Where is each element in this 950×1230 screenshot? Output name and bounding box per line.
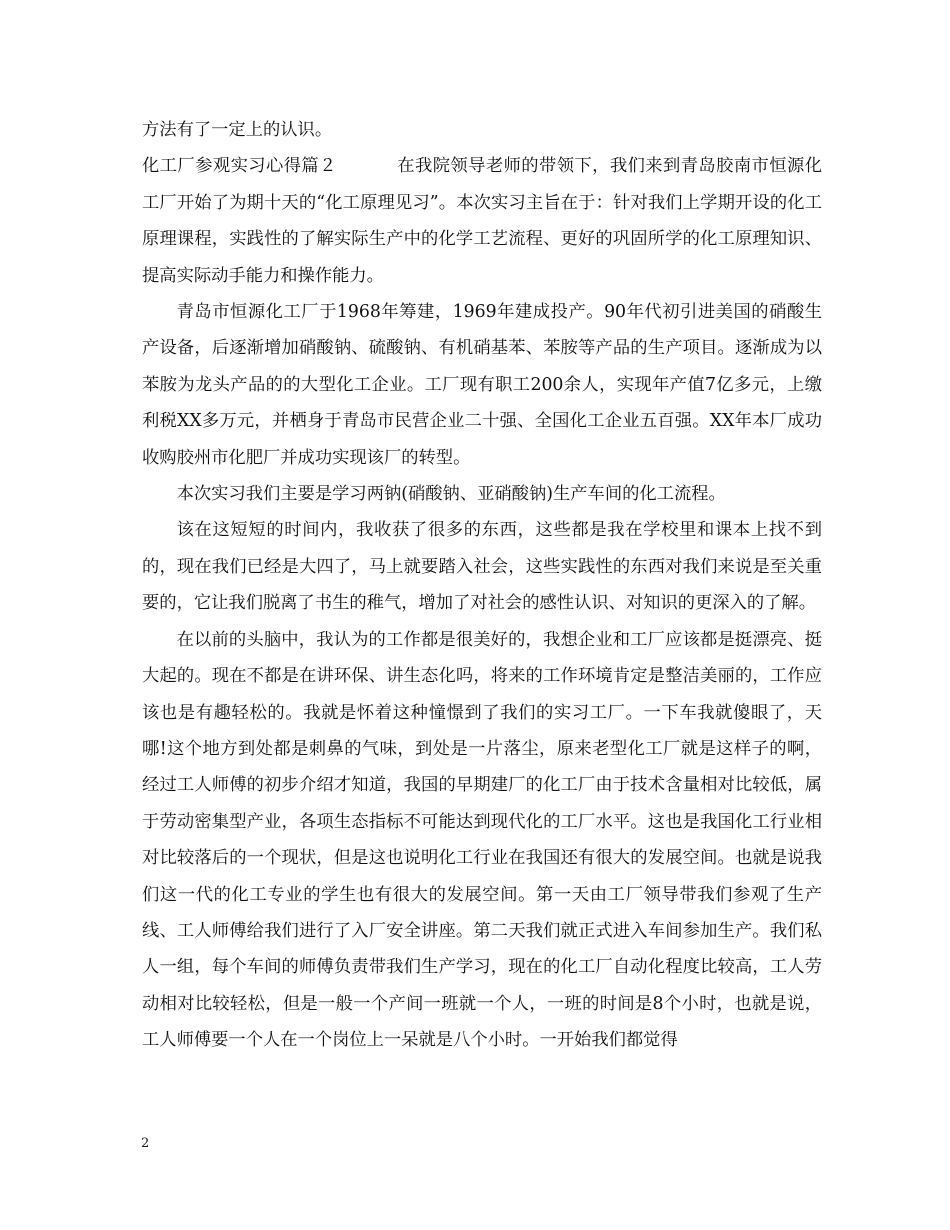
paragraph-text: 在我院领导老师的带领下，我们来到青岛胶南市恒源化工厂开始了为期十天的“化工原理见习”。本次实习主旨在于：针对我们上学期开设的化工原理课程，实践性的了解实际生产中的化学工艺流程、更好的巩固所学的化工原理知识、提高实际动手能力和操作能力。 (142, 156, 822, 286)
paragraph: 青岛市恒源化工厂于1968年筹建，1969年建成投产。90年代初引进美国的硝酸生产设备，后逐渐增加硝酸钠、硫酸钠、有机硝基苯、苯胺等产品的生产项目。逐渐成为以苯胺为龙头产品的的大型化工企业。工厂现有职工200余人，实现年产值7亿多元，上缴利税XX多万元，并栖身于青岛市民营企业二十强、全国化工企业五百强。XX年本厂成功收购胶州市化肥厂并成功实现该厂的转型。 (142, 302, 822, 468)
paragraph: 本次实习我们主要是学习两钠(硝酸钠、亚硝酸钠)生产车间的化工流程。 (176, 484, 726, 505)
paragraph-with-heading (142, 148, 822, 294)
paragraph: 在以前的头脑中，我认为的工作都是很美好的，我想企业和工厂应该都是挺漂亮、挺大起的。现在不都是在讲环保、讲生态化吗，将来的工作环境肯定是整洁美丽的，工作应该也是有趣轻松的。我就是怀着这种憧憬到了我们的实习工厂。一下车我就傻眼了，天哪!这个地方到处都是刺鼻的气味，到处是一片落尘，原来老型化工厂就是这样子的啊，经过工人师傅的初步介绍才知道，我国的早期建厂的化工厂由于技术含量相对比较低，属于劳动密集型产业，各项生态指标不可能达到现代化的工厂水平。这也是我国化工行业相对比较落后的一个现状，但是这也说明化工行业在我国还有很大的发展空间。也就是说我们这一代的化工专业的学生也有很大的发展空间。第一天由工厂领导带我们参观了生产线、工人师傅给我们进行了入厂安全讲座。第二天我们就正式进入车间参加生产。我们私人一组，每个车间的师傅负责带我们生产学习，现在的化工厂自动化程度比较高，工人劳动相对比较轻松，但是一般一个产间一班就一个人，一班的时间是8个小时，也就是说，工人师傅要一个人在一个岗位上一呆就是八个小时。一开始我们都觉得 (142, 629, 822, 1051)
body-text (142, 112, 822, 1059)
page-number: 2 (141, 1136, 150, 1151)
section-heading: 化工厂参观实习心得篇２ (142, 156, 337, 177)
paragraph: 方法有了一定上的认识。 (142, 120, 333, 140)
paragraph: 该在这短短的时间内，我收获了很多的东西，这些都是我在学校里和课本上找不到的，现在我们已经是大四了，马上就要踏入社会，这些实践性的东西对我们来说是至关重要的，它让我们脱离了书生的稚气，增加了对社会的感性认识、对知识的更深入的了解。 (142, 520, 822, 614)
